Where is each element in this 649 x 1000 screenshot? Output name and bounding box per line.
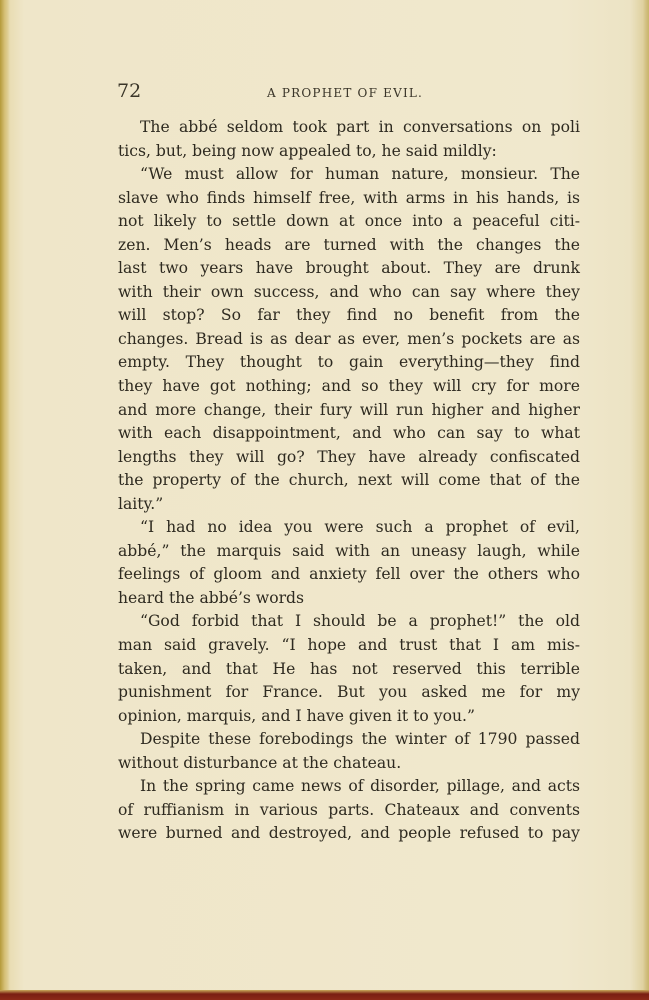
text-line: punishment for France. But you asked me for my [118, 683, 580, 702]
text-line: they have got nothing; and so they will cry for more [118, 377, 580, 396]
text-line: will stop? So far they find no benefit from the [118, 306, 580, 325]
text-line: “God forbid that I should be a prophet!” the old [140, 612, 580, 631]
text-line: last two years have brought about. They are drunk [118, 259, 580, 278]
text-line: with their own success, and who can say where they [118, 282, 580, 301]
text-line: taken, and that He has not reserved this terrible [118, 659, 580, 678]
text-line: heard the abbé’s words [118, 588, 305, 607]
text-line: Despite these forebodings the winter of 1790 passed [140, 730, 580, 749]
text-line: opinion, marquis, and I have given it to you.” [118, 706, 475, 725]
text-line: tics, but, being now appealed to, he said mildly: [118, 141, 497, 160]
text-line: empty. They thought to gain everything—they find [118, 353, 580, 372]
running-head: A PROPHET OF EVIL. [267, 86, 424, 100]
text-line: of ruffianism in various parts. Chateaux and convents [118, 800, 580, 819]
text-line: laity.” [118, 494, 164, 513]
text-line: “We must allow for human nature, monsieur. The [140, 165, 580, 184]
page-header [117, 80, 579, 104]
book-spine-edge [0, 0, 10, 1000]
text-line: lengths they will go? They have already confiscated [118, 447, 580, 466]
text-line: zen. Men’s heads are turned with the changes the [118, 235, 580, 254]
text-line: feelings of gloom and anxiety fell over the others who [118, 565, 580, 584]
page-number: 72 [117, 80, 142, 102]
text-line: In the spring came news of disorder, pillage, and acts [140, 777, 580, 796]
text-line: were burned and destroyed, and people refused to pay [118, 824, 580, 843]
text-line: abbé,” the marquis said with an uneasy laugh, while [118, 541, 580, 560]
text-line: The abbé seldom took part in conversations on poli [140, 118, 580, 136]
text-line: man said gravely. “I hope and trust that I am mis- [118, 636, 580, 655]
text-line: and more change, their fury will run higher and higher [118, 400, 580, 419]
text-line: “I had no idea you were such a prophet of evil, [140, 518, 580, 537]
body-text [118, 116, 580, 846]
text-line: with each disappointment, and who can say to what [118, 424, 580, 443]
text-line: not likely to settle down at once into a peaceful citi- [118, 212, 580, 231]
page-right-edge [643, 0, 649, 1000]
text-line: the property of the church, next will come that of the [118, 471, 580, 490]
text-line: changes. Bread is as dear as ever, men’s pockets are as [118, 329, 580, 348]
text-line: without disturbance at the chateau. [118, 753, 402, 772]
text-line: slave who finds himself free, with arms in his hands, is [118, 188, 580, 207]
page-bottom-edge [0, 990, 649, 1000]
